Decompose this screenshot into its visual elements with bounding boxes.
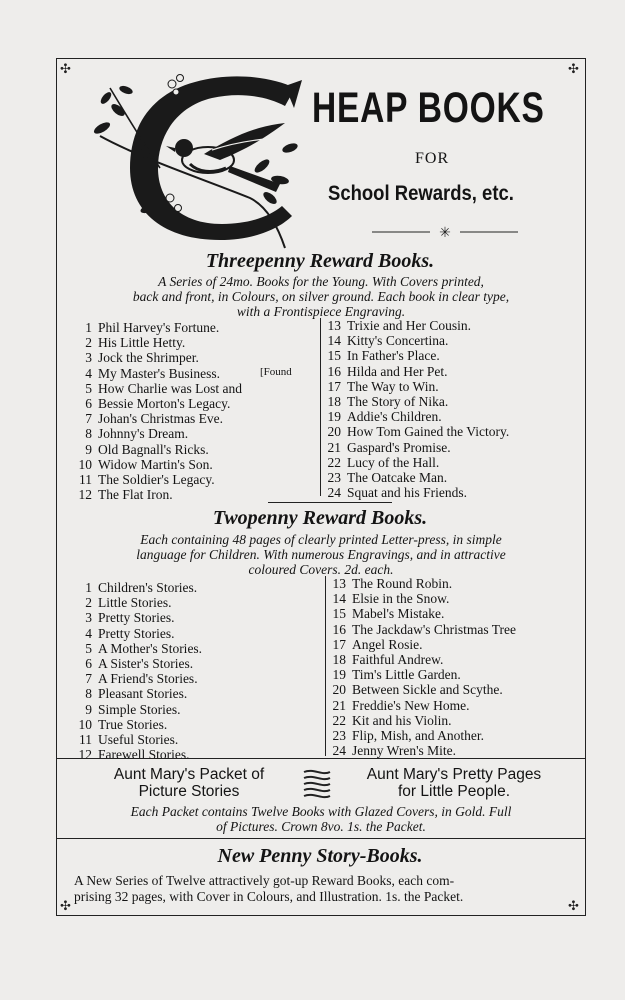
twopenny-description	[66, 532, 576, 577]
description-line: A Series of 24mo. Books for the Young. With Covers printed,	[158, 274, 484, 289]
list-item	[78, 335, 242, 350]
item-number: 9	[85, 441, 92, 457]
divider-ornament-icon	[372, 225, 518, 239]
twopenny-list-right	[332, 576, 516, 758]
item-title: Kitty's Concertina.	[347, 333, 449, 349]
item-title: Johan's Christmas Eve.	[98, 411, 224, 427]
list-item	[332, 622, 516, 637]
item-title: Little Stories.	[98, 595, 172, 611]
item-title: Pretty Stories.	[98, 610, 175, 626]
item-number: 8	[85, 686, 92, 702]
aunt-mary-pretty-pages	[334, 766, 574, 800]
corner-ornament-icon: ✣	[568, 61, 579, 76]
item-title: Old Bagnall's Ricks.	[98, 441, 209, 457]
item-number: 4	[85, 625, 92, 641]
item-number: 6	[85, 656, 92, 672]
item-title: Hilda and Her Pet.	[347, 363, 448, 379]
item-title: Pretty Stories.	[98, 625, 175, 641]
item-number: 15	[327, 348, 341, 364]
description-line: with a Frontispiece Engraving.	[236, 304, 406, 319]
item-title: Jenny Wren's Mite.	[352, 743, 456, 759]
list-item	[327, 348, 509, 363]
corner-ornament-icon: ✣	[60, 61, 71, 76]
item-title: A Mother's Stories.	[98, 640, 203, 656]
list-item	[78, 732, 202, 747]
title-for: FOR	[415, 150, 450, 167]
packet-title-line: Aunt Mary's Packet of	[113, 766, 265, 783]
item-number: 8	[85, 426, 92, 442]
item-number: 10	[78, 456, 92, 472]
item-number: 11	[79, 472, 92, 488]
list-item	[78, 381, 242, 396]
list-item	[332, 728, 516, 743]
list-item	[78, 595, 202, 610]
item-title: Flip, Mish, and Another.	[352, 728, 485, 744]
item-title: The Way to Win.	[347, 378, 439, 394]
item-title: Johnny's Dream.	[98, 426, 189, 442]
item-number: 13	[327, 318, 341, 333]
item-number: 22	[327, 454, 341, 470]
page-title: HEAP BOOKS	[312, 84, 545, 132]
item-number: 20	[327, 424, 341, 440]
list-item	[332, 713, 516, 728]
twopenny-section-title: Twopenny Reward Books.	[212, 507, 428, 529]
list-item	[327, 318, 509, 333]
list-item	[327, 455, 509, 470]
item-number: 18	[327, 394, 341, 410]
list-item	[78, 472, 242, 487]
item-title: Trixie and Her Cousin.	[347, 318, 471, 333]
item-title: True Stories.	[98, 716, 168, 732]
list-item	[332, 698, 516, 713]
item-title: Widow Martin's Son.	[98, 456, 213, 472]
item-title: Addie's Children.	[347, 409, 442, 425]
item-number: 7	[85, 671, 92, 687]
item-title: Children's Stories.	[98, 580, 198, 595]
list-item	[78, 426, 242, 441]
item-number: 24	[327, 485, 341, 501]
list-item	[332, 667, 516, 682]
list-item	[78, 656, 202, 671]
item-number: 18	[332, 652, 346, 668]
list-item	[327, 409, 509, 424]
description-line: Each Packet contains Twelve Books with Glazed Covers, in Gold. Full	[130, 804, 512, 819]
corner-ornament-icon: ✣	[60, 898, 71, 913]
item-number: 14	[332, 591, 346, 607]
list-item	[78, 411, 242, 426]
list-item	[78, 580, 202, 595]
list-item	[78, 366, 242, 381]
item-number: 9	[85, 701, 92, 717]
packet-title-line: Aunt Mary's Pretty Pages	[366, 766, 542, 783]
list-item	[78, 717, 202, 732]
threepenny-section-title: Threepenny Reward Books.	[205, 250, 435, 272]
item-number: 13	[332, 576, 346, 591]
list-item	[78, 442, 242, 457]
item-title: In Father's Place.	[347, 348, 440, 364]
page-subtitle: School Rewards, etc.	[328, 182, 514, 205]
found-note: [Found	[260, 366, 292, 378]
list-item	[78, 487, 242, 502]
list-item	[332, 591, 516, 606]
list-item	[327, 333, 509, 348]
description-line: coloured Covers. 2d. each.	[248, 562, 394, 577]
description-line: of Pictures. Crown 8vo. 1s. the Packet.	[216, 819, 426, 834]
list-item	[327, 470, 509, 485]
item-number: 5	[85, 380, 92, 396]
packet-ornament-icon	[300, 768, 334, 800]
item-number: 17	[332, 636, 346, 652]
item-number: 23	[332, 728, 346, 744]
item-title: Tim's Little Garden.	[352, 667, 461, 683]
item-title: How Tom Gained the Victory.	[347, 424, 510, 440]
item-title: Mabel's Mistake.	[352, 606, 445, 622]
twopenny-list-left	[78, 580, 202, 762]
item-title: Farewell Stories.	[98, 747, 190, 763]
item-number: 14	[327, 333, 341, 349]
item-number: 22	[332, 712, 346, 728]
threepenny-description	[66, 274, 576, 319]
item-title: Elsie in the Snow.	[352, 591, 450, 607]
item-number: 4	[85, 365, 92, 381]
list-item	[78, 747, 202, 762]
item-number: 23	[327, 470, 341, 486]
new-penny-section-title: New Penny Story-Books.	[217, 845, 423, 867]
list-item	[327, 424, 509, 439]
item-number: 21	[332, 697, 346, 713]
item-title: The Flat Iron.	[98, 487, 173, 503]
list-item	[327, 485, 509, 500]
item-number: 11	[79, 732, 92, 748]
description-line: back and front, in Colours, on silver ground. Each book in clear type,	[132, 289, 510, 304]
packet-title-line: Picture Stories	[138, 783, 240, 800]
item-title: How Charlie was Lost and	[98, 380, 242, 396]
item-title: The Round Robin.	[352, 576, 453, 591]
list-item	[327, 379, 509, 394]
item-number: 20	[332, 682, 346, 698]
item-number: 24	[332, 743, 346, 759]
item-title: Gaspard's Promise.	[347, 439, 451, 455]
item-title: Squat and his Friends.	[347, 485, 467, 501]
svg-text:✳: ✳	[439, 225, 451, 239]
description-line: language for Children. With numerous Engravings, and in attractive	[136, 547, 506, 562]
item-number: 12	[78, 487, 92, 503]
item-title: A Friend's Stories.	[98, 671, 198, 687]
aunt-mary-picture-stories	[70, 766, 308, 800]
item-title: Useful Stories.	[98, 732, 179, 748]
item-number: 10	[78, 716, 92, 732]
item-title: Faithful Andrew.	[352, 652, 444, 668]
list-item	[332, 743, 516, 758]
item-number: 3	[85, 610, 92, 626]
list-item	[78, 320, 242, 335]
item-title: Jock the Shrimper.	[98, 350, 199, 366]
column-divider	[320, 318, 321, 496]
item-title: Freddie's New Home.	[352, 697, 470, 713]
item-number: 6	[85, 396, 92, 412]
item-number: 15	[332, 606, 346, 622]
list-item	[78, 641, 202, 656]
item-title: A Sister's Stories.	[98, 656, 194, 672]
list-item	[78, 457, 242, 472]
item-number: 2	[85, 335, 92, 351]
section-divider	[56, 758, 586, 759]
list-item	[78, 686, 202, 701]
item-title: Phil Harvey's Fortune.	[98, 320, 220, 335]
item-title: Pleasant Stories.	[98, 686, 188, 702]
item-number: 3	[85, 350, 92, 366]
item-number: 1	[85, 580, 92, 595]
list-item	[327, 440, 509, 455]
list-item	[78, 396, 242, 411]
corner-ornament-icon: ✣	[568, 898, 579, 913]
item-title: Kit and his Violin.	[352, 712, 452, 728]
list-item	[332, 606, 516, 621]
list-item	[332, 652, 516, 667]
decorated-initial-bird-icon	[80, 68, 310, 252]
item-number: 17	[327, 378, 341, 394]
packet-title-line: for Little People.	[397, 783, 510, 800]
description-line: prising 32 pages, with Cover in Colours, and Illustration. 1s. the Packet.	[74, 888, 464, 904]
item-title: The Story of Nika.	[347, 394, 449, 410]
list-item	[78, 626, 202, 641]
list-item	[332, 637, 516, 652]
list-item	[78, 350, 242, 365]
item-number: 21	[327, 439, 341, 455]
description-line: A New Series of Twelve attractively got-up Reward Books, each com-	[74, 873, 455, 888]
item-number: 2	[85, 595, 92, 611]
list-item	[332, 576, 516, 591]
item-number: 19	[332, 667, 346, 683]
item-title: The Jackdaw's Christmas Tree	[352, 621, 517, 637]
item-number: 5	[85, 640, 92, 656]
item-title: Simple Stories.	[98, 701, 181, 717]
threepenny-list-right	[327, 318, 509, 500]
section-divider	[268, 502, 392, 503]
column-divider	[325, 576, 326, 756]
item-title: Lucy of the Hall.	[347, 454, 440, 470]
item-title: The Soldier's Legacy.	[98, 472, 215, 488]
list-item	[78, 702, 202, 717]
item-number: 12	[78, 747, 92, 763]
item-title: Between Sickle and Scythe.	[352, 682, 503, 698]
description-line: Each containing 48 pages of clearly printed Letter-press, in simple	[140, 532, 502, 547]
list-item	[78, 671, 202, 686]
item-number: 1	[85, 320, 92, 335]
threepenny-list-left	[78, 320, 242, 502]
item-title: Bessie Morton's Legacy.	[98, 396, 231, 412]
list-item	[332, 682, 516, 697]
item-title: The Oatcake Man.	[347, 470, 448, 486]
item-title: His Little Hetty.	[98, 335, 186, 351]
packets-description	[66, 804, 576, 834]
new-penny-description	[74, 873, 574, 904]
item-title: Angel Rosie.	[352, 636, 423, 652]
item-number: 19	[327, 409, 341, 425]
list-item	[78, 610, 202, 625]
item-number: 7	[85, 411, 92, 427]
item-number: 16	[327, 363, 341, 379]
item-title: My Master's Business.	[98, 365, 221, 381]
section-divider	[56, 838, 586, 839]
list-item	[327, 394, 509, 409]
item-number: 16	[332, 621, 346, 637]
list-item	[327, 364, 509, 379]
